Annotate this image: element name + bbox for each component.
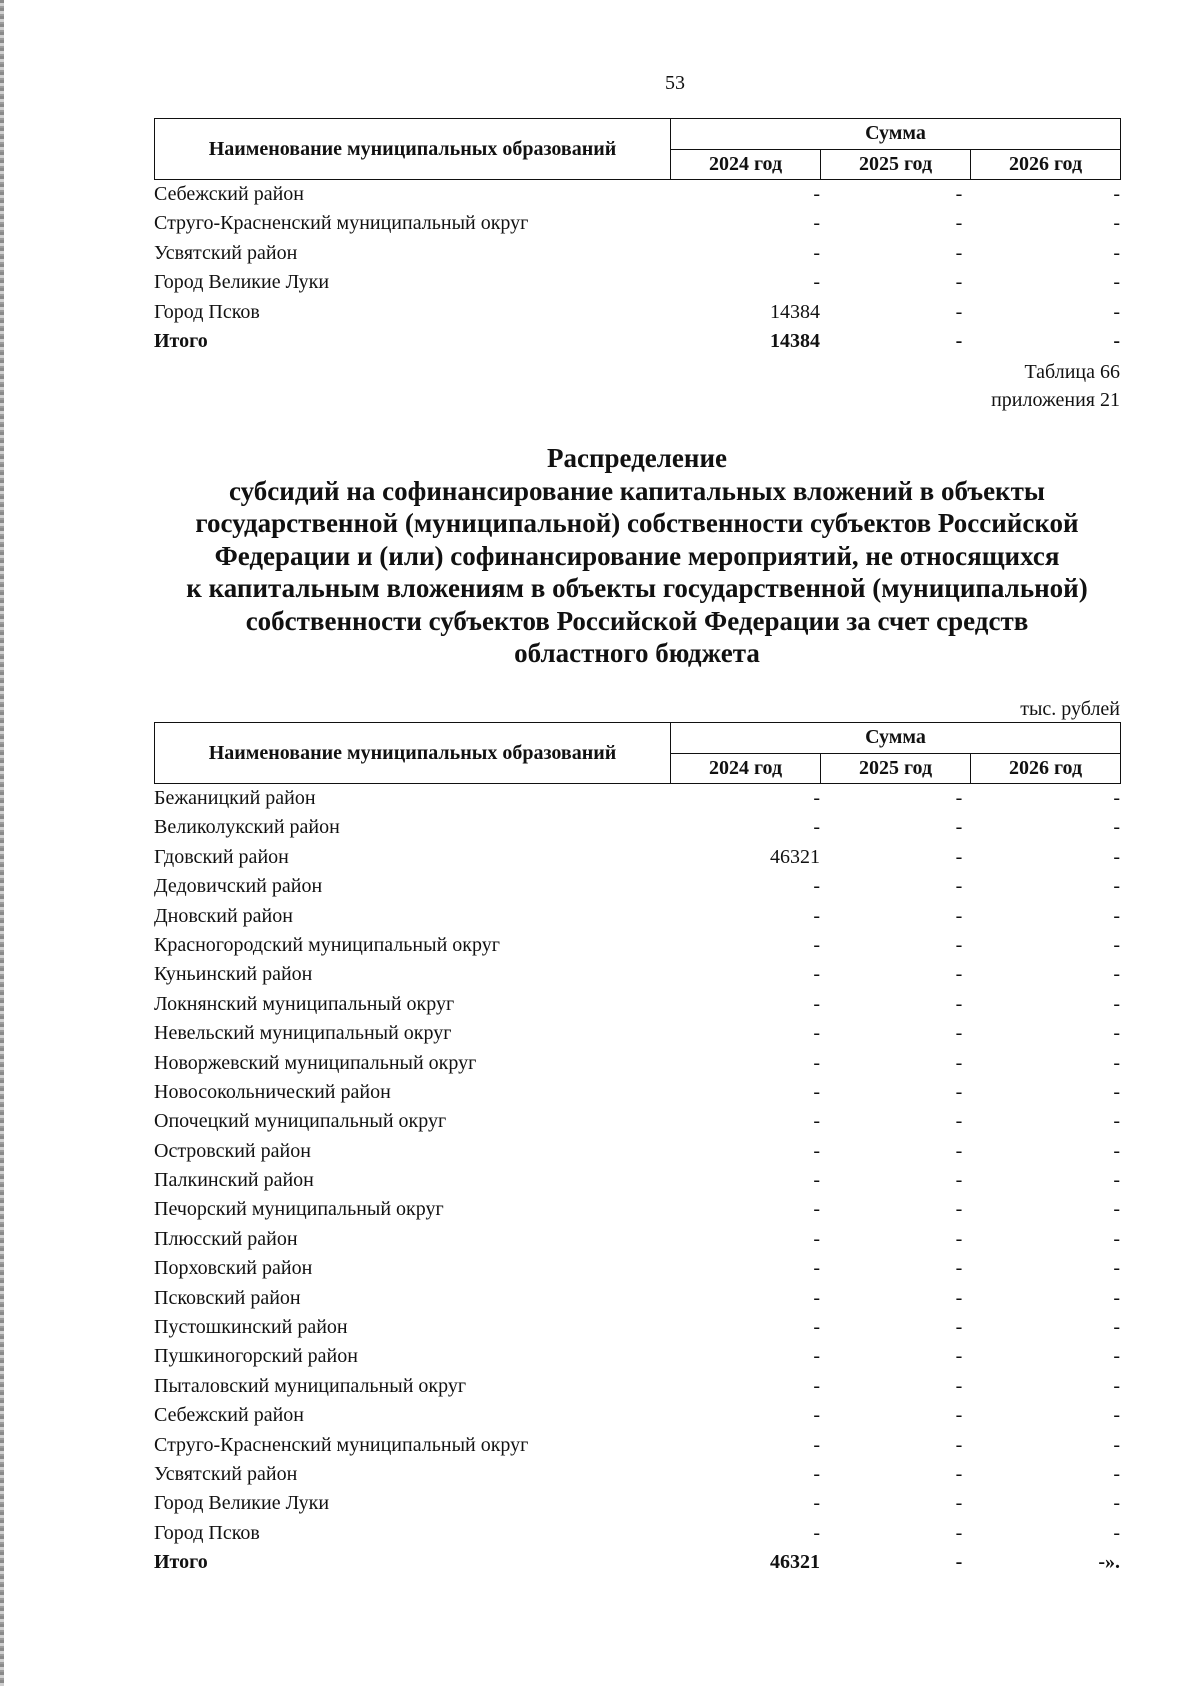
value-2025-text: - xyxy=(955,1110,963,1133)
value-2026: - xyxy=(1113,1169,1120,1192)
table-row xyxy=(154,1225,1120,1254)
value-2024: - xyxy=(813,816,820,839)
value-2025 xyxy=(820,1137,970,1166)
value-2026: - xyxy=(1113,1198,1120,1221)
value-2025 xyxy=(820,268,970,297)
value-2026: - xyxy=(1113,1521,1120,1544)
value-2026: - xyxy=(1113,1110,1120,1133)
col-header-sum: Сумма xyxy=(671,723,1121,754)
row-name: Печорский муниципальный округ xyxy=(154,1198,444,1221)
value-2025 xyxy=(820,180,970,209)
title-line: областного бюджета xyxy=(514,638,760,668)
row-name: Бежаницкий район xyxy=(154,787,316,809)
value-2025 xyxy=(820,1313,970,1342)
value-2025-text: - xyxy=(955,183,963,205)
value-2025 xyxy=(820,1372,970,1401)
scan-edge-artifact xyxy=(0,0,4,1686)
table-row xyxy=(154,1049,1120,1078)
total-row xyxy=(154,1548,1120,1577)
value-2024: - xyxy=(813,1521,820,1544)
value-2025-text: - xyxy=(955,963,963,986)
value-2025-text: - xyxy=(955,1433,963,1456)
value-2024: - xyxy=(813,183,820,205)
value-2024: - xyxy=(813,1022,820,1045)
value-2025-text: - xyxy=(955,1257,963,1280)
table2-header xyxy=(154,722,1121,784)
value-2024: - xyxy=(813,1139,820,1162)
value-2025 xyxy=(820,298,970,327)
value-2025 xyxy=(820,1107,970,1136)
value-2025-text: - xyxy=(955,787,963,809)
table-row xyxy=(154,1284,1120,1313)
row-name: Гдовский район xyxy=(154,845,289,868)
table-row xyxy=(154,1019,1120,1048)
value-2024: 14384 xyxy=(770,329,820,352)
value-2024: - xyxy=(813,241,820,264)
row-name: Великолукский район xyxy=(154,816,340,839)
value-2025-text: - xyxy=(955,1374,963,1397)
title-line: субсидий на софинансирование капитальных вложений в объекты xyxy=(229,475,1045,506)
value-2026: - xyxy=(1113,1433,1120,1456)
table-row xyxy=(154,1342,1120,1371)
value-2025-text: - xyxy=(955,1080,963,1103)
table-row xyxy=(154,1489,1120,1518)
row-name: Пушкиногорский район xyxy=(154,1345,358,1368)
value-2024: - xyxy=(813,787,820,809)
value-2026: - xyxy=(1113,845,1120,868)
value-2024: - xyxy=(813,1257,820,1280)
value-2024: - xyxy=(813,1198,820,1221)
row-name: Пыталовский муниципальный округ xyxy=(154,1374,467,1397)
page-number: 53 xyxy=(665,72,685,94)
document-title xyxy=(154,442,1120,670)
value-2024: - xyxy=(813,1227,820,1250)
value-2025-text: - xyxy=(955,1286,963,1309)
value-2026: - xyxy=(1113,300,1120,323)
value-2025 xyxy=(820,1460,970,1489)
value-2025 xyxy=(820,1519,970,1548)
value-2024: - xyxy=(813,1286,820,1309)
row-name: Дновский район xyxy=(154,904,293,927)
row-name: Псковский район xyxy=(154,1286,301,1309)
value-2025 xyxy=(820,1078,970,1107)
value-2026: - xyxy=(1113,963,1120,986)
row-name: Куньинский район xyxy=(154,963,313,986)
value-2025 xyxy=(820,1019,970,1048)
value-2025-text: - xyxy=(955,1521,963,1544)
table-row xyxy=(154,268,1120,297)
col-header-2026: 2026 год xyxy=(971,753,1121,784)
value-2026: - xyxy=(1113,875,1120,898)
table2 xyxy=(154,722,1120,1578)
value-2025 xyxy=(820,1284,970,1313)
row-name: Плюсский район xyxy=(154,1227,298,1250)
value-2025 xyxy=(820,1548,970,1577)
table-row xyxy=(154,1166,1120,1195)
row-name: Новосокольнический район xyxy=(154,1080,391,1103)
value-2025-text: - xyxy=(955,1022,963,1045)
row-name: Усвятский район xyxy=(154,1462,298,1485)
value-2025-text: - xyxy=(955,1051,963,1074)
value-2026: - xyxy=(1113,241,1120,264)
row-name: Островский район xyxy=(154,1139,311,1162)
table-row xyxy=(154,902,1120,931)
value-2025-text: - xyxy=(955,992,963,1015)
value-2024: - xyxy=(813,1080,820,1103)
value-2025 xyxy=(820,1401,970,1430)
table-row xyxy=(154,1254,1120,1283)
value-2026: - xyxy=(1113,787,1120,809)
value-2025-text: - xyxy=(955,1404,963,1427)
value-2025 xyxy=(820,1049,970,1078)
value-2025-text: - xyxy=(955,1227,963,1250)
value-2026: - xyxy=(1113,271,1120,294)
row-name: Порховский район xyxy=(154,1257,313,1280)
table-row xyxy=(154,209,1120,238)
table-row xyxy=(154,1431,1120,1460)
row-name: Локнянский муниципальный округ xyxy=(154,992,455,1015)
value-2026: - xyxy=(1113,1257,1120,1280)
table1-body xyxy=(154,180,1120,356)
table-row xyxy=(154,843,1120,872)
table-row xyxy=(154,1195,1120,1224)
value-2024: - xyxy=(813,212,820,235)
value-2025 xyxy=(820,1225,970,1254)
value-2026: - xyxy=(1113,816,1120,839)
value-2024: - xyxy=(813,1051,820,1074)
table-row xyxy=(154,1460,1120,1489)
value-2025-text: - xyxy=(955,1316,963,1339)
value-2025 xyxy=(820,784,970,813)
table-row xyxy=(154,1372,1120,1401)
total-row xyxy=(154,327,1120,356)
value-2025-text: - xyxy=(955,1462,963,1485)
row-name: Пустошкинский район xyxy=(154,1316,348,1339)
value-2024: - xyxy=(813,1110,820,1133)
col-header-sum: Сумма xyxy=(671,119,1121,150)
value-2024: - xyxy=(813,933,820,956)
row-name: Итого xyxy=(154,329,208,352)
table-reference xyxy=(154,358,1120,414)
value-2024: - xyxy=(813,1433,820,1456)
value-2025 xyxy=(820,843,970,872)
table-number: Таблица 66 xyxy=(1024,361,1120,383)
value-2026: -». xyxy=(1098,1551,1120,1574)
table-row xyxy=(154,1107,1120,1136)
col-header-name: Наименование муниципальных образований xyxy=(155,723,671,784)
value-2025-text: - xyxy=(955,845,963,868)
value-2024: - xyxy=(813,963,820,986)
table-row xyxy=(154,813,1120,842)
table-row xyxy=(154,1519,1120,1548)
col-header-name: Наименование муниципальных образований xyxy=(155,119,671,180)
value-2026: - xyxy=(1113,1404,1120,1427)
table-row xyxy=(154,1313,1120,1342)
table-row xyxy=(154,872,1120,901)
col-header-2024: 2024 год xyxy=(671,753,821,784)
row-name: Город Псков xyxy=(154,300,260,323)
col-header-2025: 2025 год xyxy=(821,753,971,784)
value-2024: - xyxy=(813,1462,820,1485)
value-2025 xyxy=(820,1254,970,1283)
value-2024: 46321 xyxy=(770,1551,820,1574)
value-2025 xyxy=(820,1195,970,1224)
value-2025 xyxy=(820,990,970,1019)
value-2025-text: - xyxy=(955,300,963,323)
value-2025 xyxy=(820,902,970,931)
row-name: Город Псков xyxy=(154,1521,260,1544)
value-2026: - xyxy=(1113,1492,1120,1515)
value-2024: - xyxy=(813,1374,820,1397)
value-2025 xyxy=(820,960,970,989)
value-2025 xyxy=(820,209,970,238)
value-2026: - xyxy=(1113,212,1120,235)
value-2024: - xyxy=(813,1169,820,1192)
title-line: к капитальным вложениям в объекты государственной (муниципальной) xyxy=(186,573,1088,603)
row-name: Невельский муниципальный округ xyxy=(154,1022,452,1045)
value-2026: - xyxy=(1113,1374,1120,1397)
table1 xyxy=(154,118,1120,356)
row-name: Струго-Красненский муниципальный округ xyxy=(154,212,529,235)
value-2025 xyxy=(820,813,970,842)
row-name: Итого xyxy=(154,1551,208,1574)
row-name: Себежский район xyxy=(154,1404,304,1427)
value-2025-text: - xyxy=(955,271,963,294)
value-2024: - xyxy=(813,1404,820,1427)
table-row xyxy=(154,990,1120,1019)
table-row xyxy=(154,960,1120,989)
value-2024: - xyxy=(813,1316,820,1339)
col-header-2024: 2024 год xyxy=(671,149,821,180)
value-2025-text: - xyxy=(955,241,963,264)
row-name: Струго-Красненский муниципальный округ xyxy=(154,1433,529,1456)
row-name: Красногородский муниципальный округ xyxy=(154,933,500,956)
value-2026: - xyxy=(1113,1227,1120,1250)
value-2025 xyxy=(820,1489,970,1518)
row-name: Опочецкий муниципальный округ xyxy=(154,1110,447,1133)
table-row xyxy=(154,180,1120,209)
row-name: Себежский район xyxy=(154,183,304,205)
value-2024: - xyxy=(813,875,820,898)
row-name: Усвятский район xyxy=(154,241,298,264)
value-2025 xyxy=(820,872,970,901)
table-row xyxy=(154,1078,1120,1107)
value-2025-text: - xyxy=(955,329,963,352)
col-header-2025: 2025 год xyxy=(821,149,971,180)
table-row xyxy=(154,931,1120,960)
value-2026: - xyxy=(1113,1051,1120,1074)
value-2026: - xyxy=(1113,1462,1120,1485)
title-line: Федерации и (или) софинансирование мероприятий, не относящихся xyxy=(214,540,1060,571)
value-2025-text: - xyxy=(955,1139,963,1162)
value-2025 xyxy=(820,1342,970,1371)
row-name: Палкинский район xyxy=(154,1169,314,1192)
value-2024: - xyxy=(813,1345,820,1368)
value-2025-text: - xyxy=(955,212,963,235)
unit-label: тыс. рублей xyxy=(1020,698,1120,720)
value-2025 xyxy=(820,1166,970,1195)
value-2025 xyxy=(820,327,970,356)
value-2024: 46321 xyxy=(770,845,820,868)
value-2026: - xyxy=(1113,183,1120,205)
table-row xyxy=(154,1137,1120,1166)
value-2026: - xyxy=(1113,1022,1120,1045)
value-2025-text: - xyxy=(955,875,963,898)
value-2024: 14384 xyxy=(770,300,820,323)
row-name: Дедовичский район xyxy=(154,875,323,898)
value-2025-text: - xyxy=(955,1169,963,1192)
value-2026: - xyxy=(1113,329,1120,352)
table-row xyxy=(154,1401,1120,1430)
table1-header xyxy=(154,118,1121,180)
value-2026: - xyxy=(1113,904,1120,927)
value-2026: - xyxy=(1113,1345,1120,1368)
value-2025-text: - xyxy=(955,1198,963,1221)
value-2024: - xyxy=(813,271,820,294)
value-2026: - xyxy=(1113,933,1120,956)
col-header-2026: 2026 год xyxy=(971,149,1121,180)
title-line: государственной (муниципальной) собственности субъектов Российской xyxy=(195,508,1079,538)
value-2024: - xyxy=(813,992,820,1015)
value-2025-text: - xyxy=(955,904,963,927)
value-2025 xyxy=(820,931,970,960)
value-2025-text: - xyxy=(955,1345,963,1368)
value-2026: - xyxy=(1113,1286,1120,1309)
value-2026: - xyxy=(1113,1080,1120,1103)
value-2026: - xyxy=(1113,1139,1120,1162)
value-2024: - xyxy=(813,904,820,927)
value-2024: - xyxy=(813,1492,820,1515)
value-2026: - xyxy=(1113,992,1120,1015)
value-2025-text: - xyxy=(955,1492,963,1515)
row-name: Новоржевский муниципальный округ xyxy=(154,1051,477,1074)
value-2025-text: - xyxy=(955,933,963,956)
value-2026: - xyxy=(1113,1316,1120,1339)
appendix-number: приложения 21 xyxy=(991,389,1120,411)
value-2025-text: - xyxy=(955,816,963,839)
row-name: Город Великие Луки xyxy=(154,271,330,294)
table-row xyxy=(154,298,1120,327)
row-name: Город Великие Луки xyxy=(154,1492,330,1515)
value-2025-text: - xyxy=(955,1551,963,1574)
value-2025 xyxy=(820,1431,970,1460)
title-line: собственности субъектов Российской Федерации за счет средств xyxy=(245,605,1029,636)
title-line: Распределение xyxy=(546,443,728,473)
value-2025 xyxy=(820,239,970,268)
table-row xyxy=(154,784,1120,813)
table-row xyxy=(154,239,1120,268)
table2-body xyxy=(154,784,1120,1578)
